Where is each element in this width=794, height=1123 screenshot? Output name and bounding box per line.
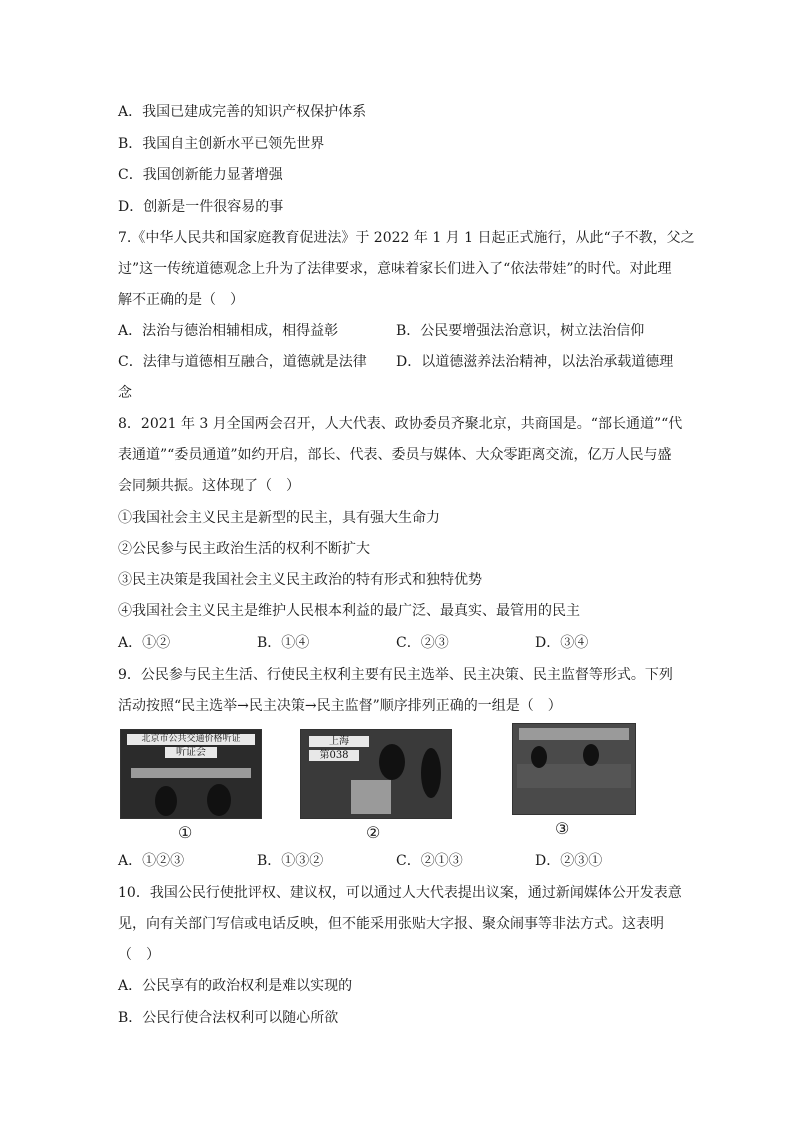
q8-choice-a: A．①② [118, 635, 171, 651]
photo-election [300, 729, 452, 819]
option-b-q10: B．公民行使合法权利可以随心所欲 [118, 1010, 339, 1026]
photo-3-person [583, 744, 599, 766]
q9-choice-d: D．②③① [535, 853, 603, 869]
q9-choice-c: C．②①③ [396, 853, 463, 869]
q8-statement-4: ④我国社会主义民主是维护人民根本利益的最广泛、最真实、最管用的民主 [118, 603, 580, 619]
q8-choice-c: C．②③ [396, 635, 449, 651]
option-d-q7: D．以道德滋养法治精神，以法治承载道德理 [396, 354, 674, 370]
q9-choice-a: A．①②③ [118, 853, 185, 869]
option-b-q6: B．我国自主创新水平已领先世界 [118, 136, 325, 152]
question-10-line2: 见，向有关部门写信或电话反映，但不能采用张贴大字报、聚众闹事等非法方式。这表明 [118, 916, 664, 932]
q8-statement-1: ①我国社会主义民主是新型的民主，具有强大生命力 [118, 510, 440, 526]
photo-1-table [131, 768, 251, 778]
question-8-line2: 表通道”“委员通道”如约开启，部长、代表、委员与媒体、大众零距离交流，亿万人民与盛 [118, 447, 672, 463]
question-7-line2: 过”这一传统道德观念上升为了法律要求，意味着家长们进入了“依法带娃”的时代。对此理 [118, 261, 672, 277]
q9-choice-b: B．①③② [257, 853, 324, 869]
option-a-q6: A．我国已建成完善的知识产权保护体系 [118, 104, 367, 120]
photo-2-label: ② [366, 823, 381, 842]
option-c-q6: C．我国创新能力显著增强 [118, 167, 283, 183]
photo-3-desk [517, 764, 631, 788]
photo-1-sign-top: 北京市公共交通价格听证 [127, 734, 255, 745]
question-10-line1: 10．我国公民行使批评权、建议权，可以通过人大代表提出议案，通过新闻媒体公开发表意 [118, 885, 682, 901]
question-9-line1: 9．公民参与民主生活、行使民主权利主要有民主选举、民主决策、民主监督等形式。下列 [118, 667, 673, 683]
question-8-line3: 会同频共振。这体现了（ ） [118, 478, 300, 494]
q8-choice-d: D．③④ [535, 635, 589, 651]
option-d-q7-cont: 念 [118, 385, 132, 401]
option-c-q7: C．法律与道德相互融合，道德就是法律 [118, 354, 367, 370]
photo-1-person [155, 786, 177, 816]
photo-1-person [207, 784, 231, 816]
photo-2-person [421, 748, 441, 798]
question-9-line2: 活动按照“民主选举→民主决策→民主监督”顺序排列正确的一组是（ ） [118, 698, 562, 714]
photo-2-ballot-box [351, 780, 391, 814]
option-d-q6: D．创新是一件很容易的事 [118, 199, 284, 215]
q8-choice-b: B．①④ [257, 635, 310, 651]
photo-supervision [512, 723, 636, 815]
question-10-line3: （ ） [118, 947, 160, 963]
q8-statement-3: ③民主决策是我国社会主义民主政治的特有形式和独特优势 [118, 572, 482, 588]
q8-statement-2: ②公民参与民主政治生活的权利不断扩大 [118, 541, 370, 557]
option-a-q7: A．法治与德治相辅相成，相得益彰 [118, 323, 339, 339]
question-7-line1: 7.《中华人民共和国家庭教育促进法》于 2022 年 1 月 1 日起正式施行，从此“子不教，父之 [118, 230, 695, 246]
question-7-line3: 解不正确的是（ ） [118, 292, 244, 308]
option-a-q10: A．公民享有的政治权利是难以实现的 [118, 978, 353, 994]
question-8-line1: 8．2021 年 3 月全国两会召开，人大代表、政协委员齐聚北京，共商国是。“部长通道”“代 [118, 416, 683, 432]
photo-2-sign-main: 第038 [309, 750, 359, 761]
photo-3-person [531, 746, 547, 768]
photo-2-sign-top: 上海 [309, 736, 369, 747]
photo-2-person [379, 744, 405, 780]
photo-1-sign-main: 听证会 [165, 747, 217, 758]
photo-hearing [120, 729, 262, 819]
photo-1-label: ① [178, 823, 193, 842]
photo-3-banner [519, 728, 629, 740]
option-b-q7: B．公民要增强法治意识，树立法治信仰 [396, 323, 645, 339]
photo-3-label: ③ [555, 819, 570, 838]
